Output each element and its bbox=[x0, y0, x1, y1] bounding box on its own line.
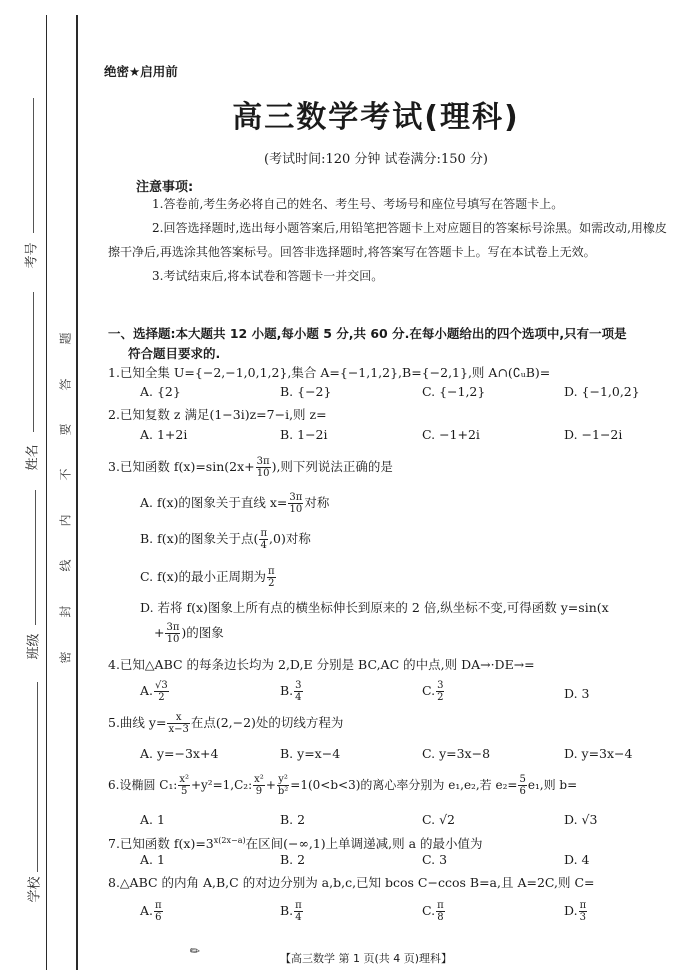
option-c[interactable]: C. 3 bbox=[422, 852, 448, 867]
option-c[interactable]: C. $\frac{\pi}{8}$ bbox=[422, 900, 444, 923]
exam-number-label: 考号 bbox=[24, 242, 40, 269]
section-heading-line1: 一、选择题:本大题共 12 小题,每小题 5 分,共 60 分.在每小题给出的四个选项中,只有一项是 bbox=[108, 326, 627, 341]
question-2-options bbox=[140, 427, 680, 447]
option-a[interactable]: A. 1+2i bbox=[140, 427, 188, 442]
question-5-stem: 5.曲线 y= $\frac{x}{x-3}$ 在点(2,−2)处的切线方程为 bbox=[108, 712, 344, 735]
name-label: 姓名 bbox=[25, 444, 41, 471]
section-heading-line2: 符合题目要求的. bbox=[128, 346, 221, 361]
option-d[interactable]: D. $\frac{\pi}{3}$ bbox=[564, 900, 587, 923]
school-label: 学校 bbox=[27, 876, 43, 903]
school-underline[interactable] bbox=[37, 682, 38, 872]
option-a[interactable]: A. {2} bbox=[140, 384, 181, 399]
option-a[interactable]: A. 1 bbox=[140, 852, 165, 867]
question-5-options bbox=[140, 746, 680, 766]
question-2-stem: 2.已知复数 z 满足(1−3i)z=7−i,则 z= bbox=[108, 407, 327, 422]
seal-char: 不 bbox=[58, 468, 73, 481]
notice-heading: 注意事项: bbox=[136, 180, 194, 195]
seal-char: 线 bbox=[58, 559, 73, 572]
question-7-stem: 7.已知函数 $f(x)=3^{x(2x-a)}$在区间(−∞,1)上单调递减,则 a 的最小值为 bbox=[108, 836, 483, 852]
option-c[interactable]: C. $\frac{3}{2}$ bbox=[422, 680, 444, 703]
seal-char: 内 bbox=[58, 514, 73, 527]
seal-char: 答 bbox=[58, 378, 73, 391]
option-b[interactable]: B. {−2} bbox=[280, 384, 332, 399]
question-4-options bbox=[140, 680, 680, 714]
option-d[interactable]: D. √3 bbox=[564, 812, 598, 827]
option-b[interactable]: B. 2 bbox=[280, 852, 306, 867]
option-c[interactable]: C. √2 bbox=[422, 812, 455, 827]
option-a[interactable]: A. $\frac{\pi}{6}$ bbox=[140, 900, 162, 923]
option-a[interactable]: A. y=−3x+4 bbox=[140, 746, 219, 761]
option-a[interactable]: A. f(x)的图象关于直线 x= $\frac{3\pi}{10}$ 对称 bbox=[140, 492, 330, 515]
option-c[interactable]: C. f(x)的最小正周期为 $\frac{\pi}{2}$ bbox=[140, 566, 275, 589]
class-label: 班级 bbox=[26, 633, 42, 660]
fraction: $\frac{3\pi}{10}$ bbox=[256, 456, 270, 479]
option-c[interactable]: C. y=3x−8 bbox=[422, 746, 491, 761]
question-1-stem: 1.已知全集 U={−2,−1,0,1,2},集合 A={−1,1,2},B={−2,1},则 A∩(∁ᵤB)= bbox=[108, 365, 551, 380]
notice-item: 1.答卷前,考生务必将自己的姓名、考生号、考场号和座位号填写在答题卡上。 bbox=[152, 197, 564, 211]
option-d[interactable]: D. 3 bbox=[564, 686, 590, 701]
question-8-options bbox=[140, 900, 680, 934]
page-footer: 【高三数学 第 1 页(共 4 页)理科】 bbox=[279, 952, 453, 965]
option-d[interactable]: D. {−1,0,2} bbox=[564, 384, 640, 399]
option-c[interactable]: C. {−1,2} bbox=[422, 384, 486, 399]
question-8-stem: 8.△ABC 的内角 A,B,C 的对边分别为 a,b,c,已知 bcos C−ccos B=a,且 A=2C,则 C= bbox=[108, 875, 595, 890]
seal-char: 封 bbox=[58, 605, 73, 618]
notice-item: 3.考试结束后,将本试卷和答题卡一并交回。 bbox=[152, 269, 384, 283]
section-heading bbox=[108, 324, 684, 364]
notice-item: 2.回答选择题时,选出每小题答案后,用铅笔把答题卡上对应题目的答案标号涂黑。如需改动,用橡皮擦干净后,再选涂其他答案标号。回答非选择题时,将答案写在答题卡上。写在本试卷上无效。 bbox=[108, 221, 667, 259]
seal-char: 题 bbox=[58, 332, 73, 345]
option-d[interactable]: D. 4 bbox=[564, 852, 590, 867]
option-a[interactable]: A. 1 bbox=[140, 812, 165, 827]
option-b[interactable]: B. 2 bbox=[280, 812, 306, 827]
seal-char: 要 bbox=[58, 423, 73, 436]
option-b[interactable]: B. 1−2i bbox=[280, 427, 328, 442]
option-d[interactable]: D. y=3x−4 bbox=[564, 746, 633, 761]
question-6-stem: 6.设椭圆 C₁: $\frac{\text{x²}}{5}$ +y²=1,C₂: $\frac{\text{x²}}{9}$ + $\frac{\text{y²}}{\text{b²}}$ =1(0<b<3)的离心率分别为 e₁,e₂,若 e₂= $\frac{5}{6}$ e₁,则 b= bbox=[108, 774, 578, 797]
option-b[interactable]: B. f(x)的图象关于点( $\frac{\pi}{4}$ ,0)对称 bbox=[140, 528, 311, 551]
option-a[interactable]: A. $\frac{√3}{2}$ bbox=[140, 680, 168, 703]
question-7-options bbox=[140, 852, 680, 872]
classification-label: 绝密★启用前 bbox=[104, 64, 178, 79]
class-underline[interactable] bbox=[35, 490, 36, 625]
exam-subtitle: (考试时间:120 分钟 试卷满分:150 分) bbox=[264, 152, 488, 167]
option-b[interactable]: B. y=x−4 bbox=[280, 746, 341, 761]
question-4-stem: 4.已知△ABC 的每条边长均为 2,D,E 分别是 BC,AC 的中点,则 DA→·DE→= bbox=[108, 657, 535, 672]
fraction: $\frac{x}{x-3}$ bbox=[168, 712, 189, 735]
fraction: $\frac{3\pi}{10}$ bbox=[166, 622, 180, 645]
question-1-options bbox=[140, 384, 680, 404]
option-c[interactable]: C. −1+2i bbox=[422, 427, 480, 442]
fraction: $\frac{\pi}{2}$ bbox=[268, 566, 275, 589]
option-b[interactable]: B. $\frac{3}{4}$ bbox=[280, 680, 302, 703]
fraction: $\frac{3\pi}{10}$ bbox=[289, 492, 303, 515]
question-3-stem: 3.已知函数 f(x)=sin(2x+ $\frac{3\pi}{10}$ ),则下列说法正确的是 bbox=[108, 456, 393, 479]
pen-mark-icon: ✎ bbox=[186, 942, 204, 960]
seal-char: 密 bbox=[58, 651, 73, 664]
option-d[interactable]: D. 若将 f(x)图象上所有点的横坐标伸长到原来的 2 倍,纵坐标不变,可得函数 y=sin(x + $\frac{3\pi}{10}$ )的图象 bbox=[140, 600, 609, 645]
notice-list bbox=[108, 192, 678, 288]
exam-title: 高三数学考试(理科) bbox=[232, 100, 520, 135]
option-b[interactable]: B. $\frac{\pi}{4}$ bbox=[280, 900, 302, 923]
fraction: $\frac{\pi}{4}$ bbox=[260, 528, 268, 551]
option-d[interactable]: D. −1−2i bbox=[564, 427, 623, 442]
name-underline[interactable] bbox=[33, 292, 34, 432]
question-6-options bbox=[140, 812, 680, 832]
